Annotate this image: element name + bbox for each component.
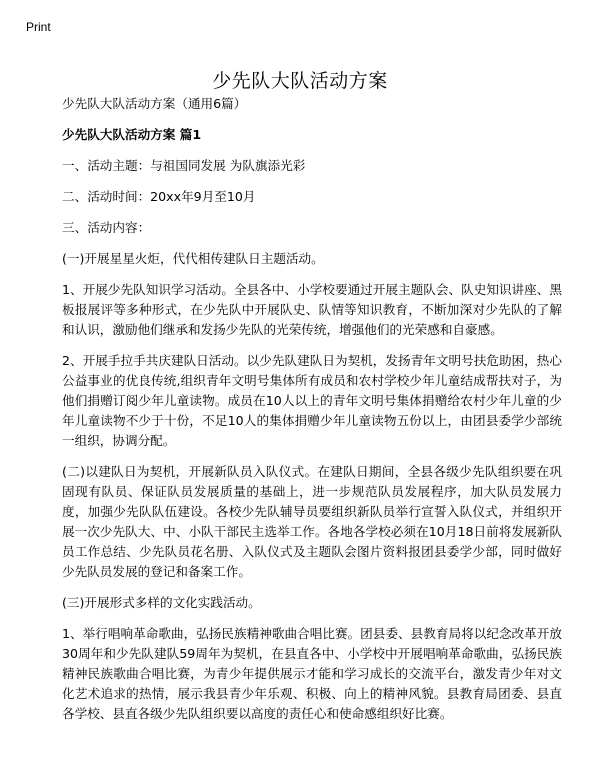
document-title: 少先队大队活动方案 [212, 69, 388, 92]
activity-content-label: 三、活动内容： [62, 220, 151, 235]
part3-paragraph-1: 1、举行唱响革命歌曲，弘扬民族精神歌曲合唱比赛。团县委、县教育局将以纪念改革开放30周年和少先队建队59周年为契机，在县直各中、小学校中开展唱响革命歌曲，弘扬民族精神民族歌曲合唱比赛，为青少年提供展示才能和学习成长的交流平台，激发青少年对文化艺术追求的热情，展示我县青少年乐观、积极、向上的精神风貌。县教育局团委、县直各学校、县直各级少先队组织要以高度的责任心和使命感组织好比赛。 [62, 626, 562, 721]
print-link[interactable]: Print [26, 20, 51, 34]
part1-heading: (一)开展星星火炬，代代相传建队日主题活动。 [62, 251, 324, 266]
section-heading: 少先队大队活动方案 篇1 [62, 127, 202, 142]
activity-time: 二、活动时间：20xx年9月至10月 [62, 189, 256, 204]
document-subtitle: 少先队大队活动方案（通用6篇） [62, 96, 247, 111]
document-body [62, 94, 562, 735]
part1-paragraph-2: 2、开展手拉手共庆建队日活动。以少先队建队日为契机，发扬青年文明号扶危助困，热心公益事业的优良传统,组织青年文明号集体所有成员和农村学校少年儿童结成帮扶对子，为他们捐赠订阅少年儿童读物。成员在10人以上的青年文明号集体捐赠给农村少年儿童的少年儿童读物不少于十份，不足10人的集体捐赠少年儿童读物五份以上，由团县委学少部统一组织，协调分配。 [62, 353, 562, 448]
activity-theme: 一、活动主题：与祖国同发展 为队旗添光彩 [62, 158, 306, 173]
part2-paragraph: (二)以建队日为契机，开展新队员入队仪式。在建队日期间，全县各级少先队组织要在巩固现有队员、保证队员发展质量的基础上，进一步规范队员发展程序，加大队员发展力度，加强少先队队伍建设。各校少先队辅导员要组织新队员举行宣誓入队仪式，并组织开展一次少先队大、中、小队干部民主选举工作。各地各学校必须在10月18日前将发展新队员工作总结、少先队员花名册、入队仪式及主题队会图片资料报团县委学少部，同时做好少先队员发展的登记和备案工作。 [62, 464, 562, 579]
part1-paragraph-1: 1、开展少先队知识学习活动。全县各中、小学校要通过开展主题队会、队史知识讲座、黑板报展评等多种形式，在少先队中开展队史、队情等知识教育，不断加深对少先队的了解和认识，激励他们继承和发扬少先队的光荣传统，增强他们的光荣感和自豪感。 [62, 282, 562, 337]
part3-heading: (三)开展形式多样的文化实践活动。 [62, 595, 261, 610]
